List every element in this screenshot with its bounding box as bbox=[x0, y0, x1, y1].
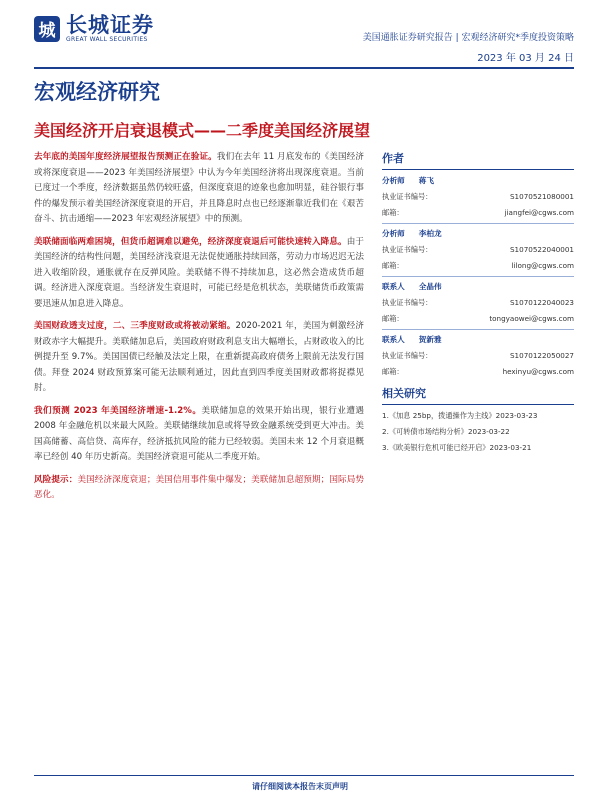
risk-warning bbox=[34, 473, 364, 504]
paragraph-4 bbox=[34, 404, 364, 466]
related-item[interactable] bbox=[382, 411, 574, 421]
footer-disclaimer: 请仔细阅读本报告末页声明 bbox=[252, 782, 348, 791]
related-date: 2023-03-22 bbox=[467, 427, 510, 436]
divider bbox=[382, 276, 574, 277]
paragraph-body: 我们在去年 11 月底发布的《美国经济或将深度衰退——2023 年美国经济展望》中认为今年美国经济将出现深度衰退。当前已度过一个季度，经济数据虽然仍较旺盛，但深度衰退的迹象也愈加明显，硅谷银行事件的爆发预示着美国经济深度衰退的开启，并且降息时点也已经逐渐靠近我们在《艰苦奋斗、抗击通缩——2023 年宏观经济展望》中的预测。 bbox=[34, 152, 364, 224]
paragraph-2 bbox=[34, 235, 364, 313]
related-num: 2. bbox=[382, 427, 389, 436]
license-label: 执业证书编号： bbox=[382, 351, 433, 360]
license-number: S1070122040023 bbox=[509, 298, 574, 307]
company-logo bbox=[34, 14, 154, 43]
author-name: 李柏龙 bbox=[418, 229, 442, 238]
related-num: 1. bbox=[382, 411, 389, 420]
related-title[interactable]: 《欧美银行危机可能已经开启》 bbox=[388, 443, 490, 452]
license-label: 执业证书编号： bbox=[382, 298, 433, 307]
related-num: 3. bbox=[382, 443, 389, 452]
license-label: 执业证书编号： bbox=[382, 245, 433, 254]
email-link[interactable]: tongyaowei@cgws.com bbox=[489, 314, 574, 323]
author-name: 全晶伟 bbox=[418, 282, 442, 291]
author-name: 贺新雅 bbox=[418, 335, 442, 344]
paragraph-lead: 去年底的美国年度经济展望报告预测正在验证。 bbox=[34, 152, 217, 162]
logo-mark-icon: 城 bbox=[34, 16, 60, 42]
author-role: 联系人 bbox=[382, 335, 405, 344]
logo-cn-text: 长城证券 bbox=[66, 13, 154, 37]
license-number: S1070522040001 bbox=[509, 245, 574, 254]
divider bbox=[382, 223, 574, 224]
sidebar bbox=[382, 150, 574, 459]
related-list bbox=[382, 411, 574, 453]
report-date: 2023 年 03 月 24 日 bbox=[477, 53, 574, 64]
report-tags: 美国通胀证券研究报告 | 宏观经济研究*季度投资策略 bbox=[362, 33, 574, 43]
author-card bbox=[382, 334, 574, 377]
related-item[interactable] bbox=[382, 427, 574, 437]
related-item[interactable] bbox=[382, 443, 574, 453]
paragraph-body: 美联储加息的效果开始出现，银行业遭遇 2008 年金融危机以来最大风险。美联储继续加息或将导致金融系统受到更大冲击。美国高储蓄、高信贷、高库存，经济抵抗风险的能力已经较弱。美国未来 12 个月衰退概率已经创 40 年历史新高。美国经济衰退可能从二季度开始。 bbox=[34, 405, 364, 462]
author-card bbox=[382, 175, 574, 224]
author-role: 分析师 bbox=[382, 176, 405, 185]
footer-divider bbox=[34, 775, 574, 776]
paragraph-3 bbox=[34, 319, 364, 397]
section-title: 宏观经济研究 bbox=[34, 79, 160, 104]
author-card bbox=[382, 228, 574, 277]
related-title[interactable]: 《可转债市场结构分析》 bbox=[388, 427, 468, 436]
paragraph-body: 2020-2021 年，美国为刺激经济财政赤字大幅提升。美联储加息后，美国政府财政利息支出大幅增长，占财政收入的比例提升至 9.7%。美国国债已经触及法定上限，在重新提高政府债务上限前无法发行国债。拜登 2024 财政预算案可能无法顺利通过，因此直到四季度美国财政都将捉襟见肘。 bbox=[34, 321, 364, 393]
email-link[interactable]: lilong@cgws.com bbox=[511, 261, 574, 270]
license-label: 执业证书编号： bbox=[382, 192, 433, 201]
related-date: 2023-03-21 bbox=[489, 443, 532, 452]
author-role: 分析师 bbox=[382, 229, 405, 238]
risk-body: 美国经济深度衰退；美国信用事件集中爆发；美联储加息超预期；国际局势恶化。 bbox=[34, 474, 364, 500]
paragraph-1 bbox=[34, 150, 364, 228]
email-label: 邮箱： bbox=[382, 208, 404, 217]
license-number: S1070521080001 bbox=[509, 192, 574, 201]
email-label: 邮箱： bbox=[382, 314, 404, 323]
related-title[interactable]: 《加息 25bp，拨通操作为主线》 bbox=[388, 411, 496, 420]
risk-lead: 风险提示： bbox=[34, 474, 78, 485]
email-label: 邮箱： bbox=[382, 261, 404, 270]
divider bbox=[382, 329, 574, 330]
author-card bbox=[382, 281, 574, 330]
header-divider bbox=[34, 67, 574, 69]
report-header bbox=[34, 14, 574, 64]
email-link[interactable]: jiangfei@cgws.com bbox=[504, 208, 574, 217]
report-body bbox=[34, 150, 364, 511]
logo-en-text: GREAT WALL SECURITIES bbox=[66, 36, 148, 43]
paragraph-lead: 美国财政透支过度，二、三季度财政或将被动紧缩。 bbox=[34, 321, 236, 331]
paragraph-body: 由于美国经济的结构性问题，美国经济浅衰退无法促使通胀持续回落，劳动力市场迟迟无法进入收缩阶段，通胀就存在反弹风险。美联储不得不持续加息，这必然会造成货币超调。经济进入深度衰退。当经济发生衰退时，可能已经是危机状态，美联储货币政策需要迅速从加息进入降息。 bbox=[34, 236, 364, 309]
paragraph-lead: 美联储面临两难困境，但货币超调难以避免，经济深度衰退后可能快速转入降息。 bbox=[34, 236, 347, 247]
related-date: 2023-03-23 bbox=[495, 411, 538, 420]
author-role: 联系人 bbox=[382, 282, 405, 291]
email-label: 邮箱： bbox=[382, 367, 404, 376]
header-meta bbox=[363, 30, 574, 64]
authors-heading: 作者 bbox=[382, 150, 574, 170]
author-name: 蒋飞 bbox=[418, 176, 434, 185]
main-title: 美国经济开启衰退模式——二季度美国经济展望 bbox=[34, 121, 371, 140]
paragraph-lead: 我们预测 2023 年美国经济增速-1.2%。 bbox=[34, 405, 202, 416]
license-number: S1070122050027 bbox=[509, 351, 574, 360]
email-link[interactable]: hexinyu@cgws.com bbox=[502, 367, 574, 376]
related-heading: 相关研究 bbox=[382, 385, 574, 405]
